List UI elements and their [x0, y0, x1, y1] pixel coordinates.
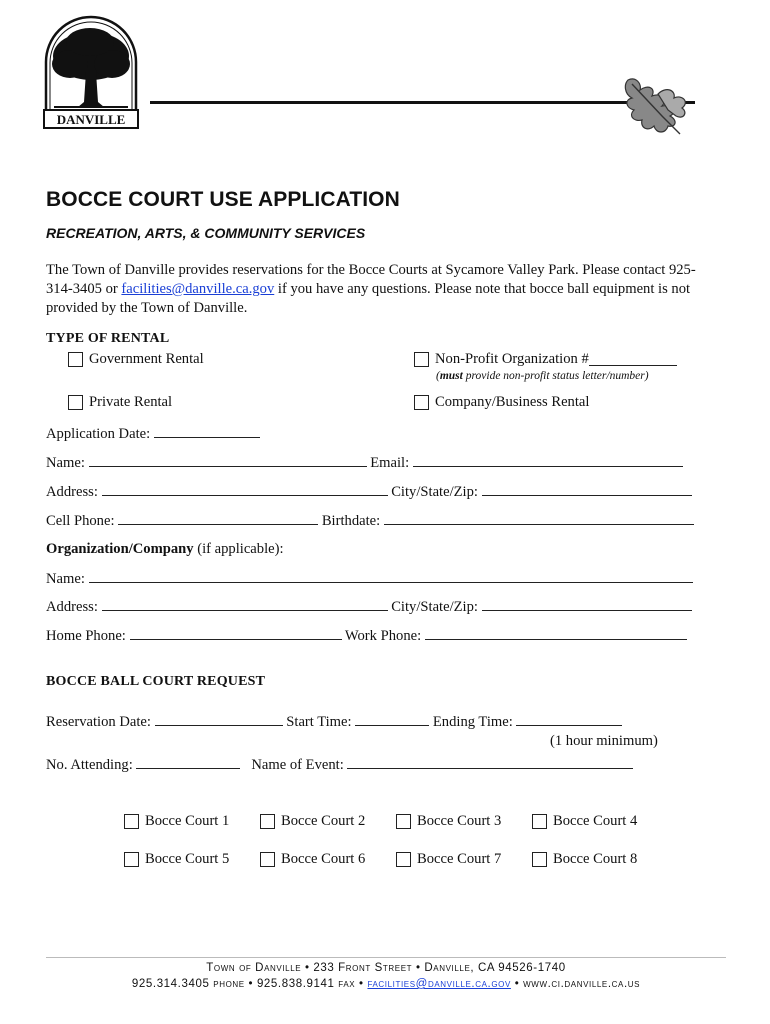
nonprofit-option[interactable]	[414, 351, 677, 368]
facilities-email-link[interactable]: facilities@danville.ca.gov	[121, 281, 275, 297]
application-date-field[interactable]	[154, 425, 260, 438]
application-date-row	[46, 425, 260, 443]
org-city-state-zip-field[interactable]	[482, 598, 692, 611]
nonprofit-number-field[interactable]	[589, 353, 677, 366]
org-phones-row	[46, 627, 687, 645]
company-rental-checkbox[interactable]	[414, 395, 429, 410]
government-rental-option[interactable]	[68, 351, 204, 368]
court-7-label: Bocce Court 7	[417, 851, 502, 867]
phone-birthdate-row	[46, 512, 694, 530]
organization-heading	[46, 541, 284, 558]
nonprofit-note-open: (	[436, 370, 440, 382]
name-email-row	[46, 454, 683, 472]
court-8-label: Bocce Court 8	[553, 851, 638, 867]
email-label: Email:	[370, 455, 410, 471]
nonprofit-note	[436, 370, 649, 382]
court-4-option[interactable]	[532, 813, 637, 830]
private-rental-option[interactable]	[68, 394, 172, 411]
court-7-checkbox[interactable]	[396, 852, 411, 867]
cell-phone-label: Cell Phone:	[46, 513, 115, 529]
logo-text: DANVILLE	[56, 112, 126, 127]
event-name-field[interactable]	[347, 756, 633, 769]
reservation-date-field[interactable]	[155, 713, 283, 726]
city-state-zip-field[interactable]	[482, 483, 692, 496]
private-rental-label: Private Rental	[89, 394, 173, 410]
court-1-checkbox[interactable]	[124, 814, 139, 829]
rental-heading: TYPE OF RENTAL	[46, 331, 170, 346]
court-6-checkbox[interactable]	[260, 852, 275, 867]
government-rental-checkbox[interactable]	[68, 352, 83, 367]
court-6-label: Bocce Court 6	[281, 851, 366, 867]
birthdate-label: Birthdate:	[321, 513, 381, 529]
email-field[interactable]	[413, 454, 683, 467]
org-name-label: Name:	[46, 571, 85, 587]
event-name-label: Name of Event:	[251, 757, 344, 773]
org-name-field[interactable]	[89, 570, 693, 583]
footer-address	[46, 962, 726, 974]
court-4-checkbox[interactable]	[532, 814, 547, 829]
page-title: BOCCE COURT USE APPLICATION	[46, 188, 400, 211]
footer-rule	[46, 957, 726, 958]
court-8-option[interactable]	[532, 851, 637, 868]
header-rule	[150, 101, 695, 104]
court-7-option[interactable]	[396, 851, 501, 868]
nonprofit-label: Non-Profit Organization #	[435, 351, 589, 367]
court-1-label: Bocce Court 1	[145, 813, 230, 829]
home-phone-field[interactable]	[130, 627, 342, 640]
org-city-state-zip-label: City/State/Zip:	[391, 599, 478, 615]
court-2-checkbox[interactable]	[260, 814, 275, 829]
footer-phone: 925.314.3405	[131, 978, 210, 990]
home-phone-label: Home Phone:	[46, 628, 126, 644]
org-name-row	[46, 570, 693, 588]
address-field[interactable]	[102, 483, 388, 496]
ending-time-label: Ending Time:	[432, 714, 513, 730]
court-3-label: Bocce Court 3	[417, 813, 502, 829]
org-address-row	[46, 598, 692, 616]
minimum-note: (1 hour minimum)	[550, 733, 658, 749]
footer-address-text: Town of Danville • 233 Front Street • Danville, CA 94526-1740	[206, 962, 566, 974]
name-field[interactable]	[89, 454, 367, 467]
court-5-label: Bocce Court 5	[145, 851, 230, 867]
application-date-label: Application Date:	[46, 426, 151, 442]
footer-phone-label: phone •	[209, 978, 257, 990]
start-time-label: Start Time:	[286, 714, 352, 730]
court-1-option[interactable]	[124, 813, 229, 830]
intro-text-2: if you have any questions. Please note that bocce ball equipment is not provided by the Town of Danville.	[46, 281, 691, 316]
name-label: Name:	[46, 455, 85, 471]
court-6-option[interactable]	[260, 851, 365, 868]
work-phone-label: Work Phone:	[344, 628, 422, 644]
footer-fax: 925.838.9141	[256, 978, 335, 990]
birthdate-field[interactable]	[384, 512, 694, 525]
footer-fax-label: fax •	[334, 978, 368, 990]
work-phone-field[interactable]	[425, 627, 687, 640]
intro-paragraph	[46, 261, 716, 318]
court-5-option[interactable]	[124, 851, 229, 868]
no-attending-label: No. Attending:	[46, 757, 133, 773]
nonprofit-note-must: must	[439, 370, 463, 382]
nonprofit-checkbox[interactable]	[414, 352, 429, 367]
company-rental-option[interactable]	[414, 394, 589, 411]
intro-text-1: The Town of Danville provides reservations for the Bocce Courts at Sycamore Valley Park. Please contact 925-314-3405 or	[46, 262, 696, 297]
footer-email-link[interactable]: facilities@danville.ca.gov	[367, 978, 511, 990]
court-8-checkbox[interactable]	[532, 852, 547, 867]
address-label: Address:	[46, 484, 98, 500]
danville-logo	[40, 14, 142, 132]
page-subtitle: RECREATION, ARTS, & COMMUNITY SERVICES	[46, 225, 366, 241]
org-address-field[interactable]	[102, 598, 388, 611]
footer-web: • www.ci.danville.ca.us	[510, 978, 641, 990]
nonprofit-note-rest: provide non-profit status letter/number)	[462, 370, 649, 382]
court-3-option[interactable]	[396, 813, 501, 830]
court-3-checkbox[interactable]	[396, 814, 411, 829]
request-heading: BOCCE BALL COURT REQUEST	[46, 674, 266, 689]
company-rental-label: Company/Business Rental	[435, 394, 590, 410]
organization-note: (if applicable):	[193, 541, 284, 557]
footer-contact	[46, 978, 726, 990]
address-row	[46, 483, 692, 501]
ending-time-field[interactable]	[516, 713, 622, 726]
org-address-label: Address:	[46, 599, 98, 615]
government-rental-label: Government Rental	[89, 351, 204, 367]
court-2-option[interactable]	[260, 813, 365, 830]
court-5-checkbox[interactable]	[124, 852, 139, 867]
reservation-date-label: Reservation Date:	[46, 714, 151, 730]
no-attending-field[interactable]	[136, 756, 240, 769]
reservation-row	[46, 713, 622, 731]
organization-label: Organization/Company	[46, 541, 194, 557]
attending-row	[46, 756, 633, 774]
court-2-label: Bocce Court 2	[281, 813, 366, 829]
city-state-zip-label: City/State/Zip:	[391, 484, 478, 500]
court-4-label: Bocce Court 4	[553, 813, 638, 829]
cell-phone-field[interactable]	[118, 512, 318, 525]
private-rental-checkbox[interactable]	[68, 395, 83, 410]
oak-leaf-icon	[618, 72, 696, 138]
start-time-field[interactable]	[355, 713, 429, 726]
